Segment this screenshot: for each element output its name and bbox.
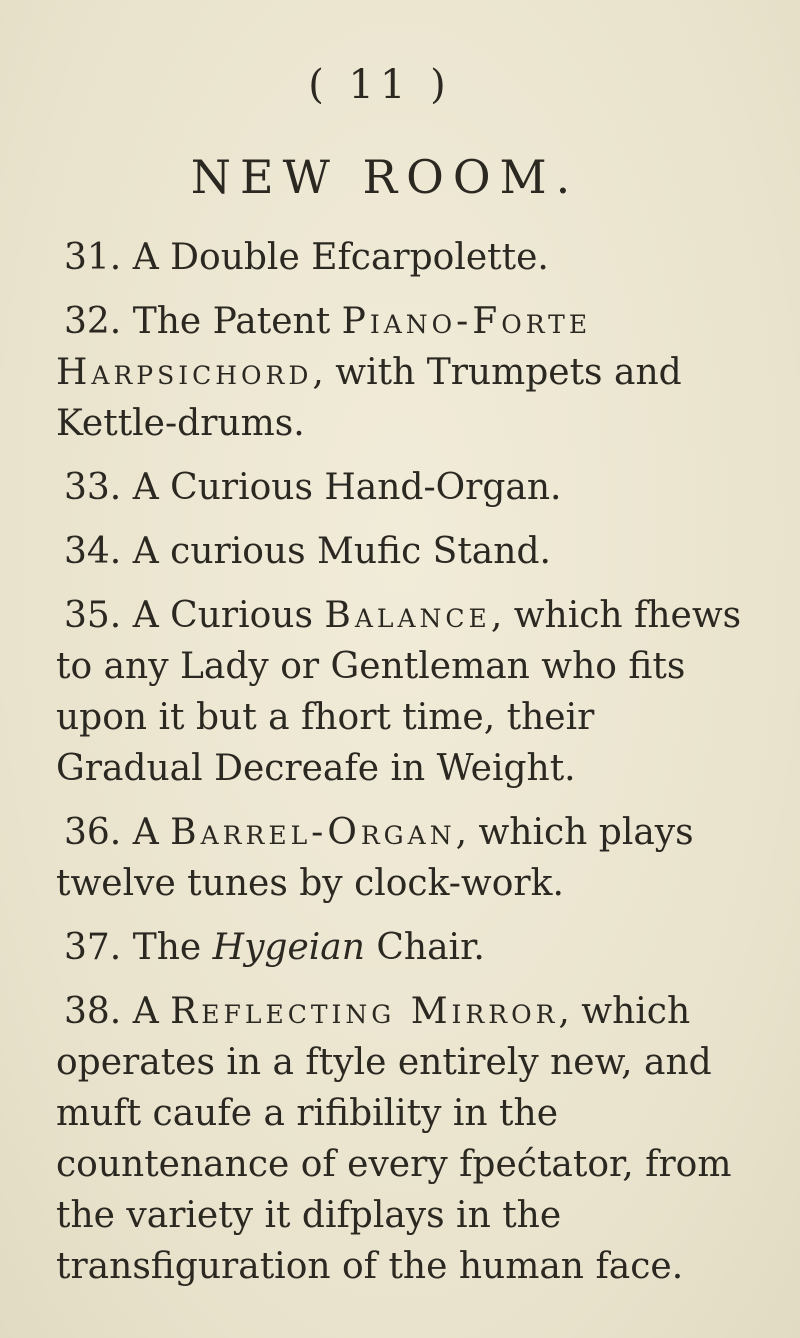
entry-small-caps-text: Barrel-Organ [170, 812, 456, 853]
entry-small-caps-text: Piano-Forte Harpsichord [56, 301, 592, 393]
entry-text: , which plays twelve tunes by clock-work. [56, 812, 694, 904]
page-heading: NEW ROOM. [190, 150, 580, 204]
entry-number: 37. [64, 927, 122, 968]
entry-text: , which fhews to any Lady or Gentleman who fits upon it but a fhort time, their Gradual Decreafe in Weight. [56, 595, 742, 789]
entry-italic-text: Hygeian [212, 927, 365, 968]
entry-number: 33. [64, 467, 122, 508]
entry-number: 36. [64, 812, 122, 853]
entry-number: 32. [64, 301, 122, 342]
entry-text: A Curious Hand-Organ. [132, 467, 562, 508]
list-item [56, 807, 746, 909]
entry-text: Chair. [364, 927, 485, 968]
page-number: ( 11 ) [308, 62, 452, 108]
entry-text: A Curious [132, 595, 325, 636]
entry-number: 35. [64, 595, 122, 636]
entry-text: , which operates in a ftyle entirely new, and muft caufe a rifibility in the countenance of every fpećtator, from the variety it difplays in the transfiguration of the human face. [56, 991, 732, 1287]
list-item [56, 922, 746, 973]
entry-number: 34. [64, 531, 122, 572]
entry-text: A [132, 991, 171, 1032]
entry-text: A curious Mufic Stand. [132, 531, 551, 572]
entry-text: The Patent [132, 301, 342, 342]
entry-text: A [132, 812, 171, 853]
entry-small-caps-text: Reflecting Mirror [170, 991, 559, 1032]
entry-small-caps-text: Balance [324, 595, 491, 636]
entry-number: 38. [64, 991, 122, 1032]
entry-text: The [132, 927, 213, 968]
entry-text: , with Trumpets and Kettle-drums. [56, 352, 682, 444]
list-item [56, 232, 746, 283]
list-item [56, 590, 746, 794]
list-item [56, 296, 746, 449]
entry-number: 31. [64, 237, 122, 278]
list-item [56, 986, 746, 1292]
entry-list [56, 232, 746, 1305]
list-item [56, 526, 746, 577]
list-item [56, 462, 746, 513]
entry-text: A Double Efcarpolette. [132, 237, 549, 278]
